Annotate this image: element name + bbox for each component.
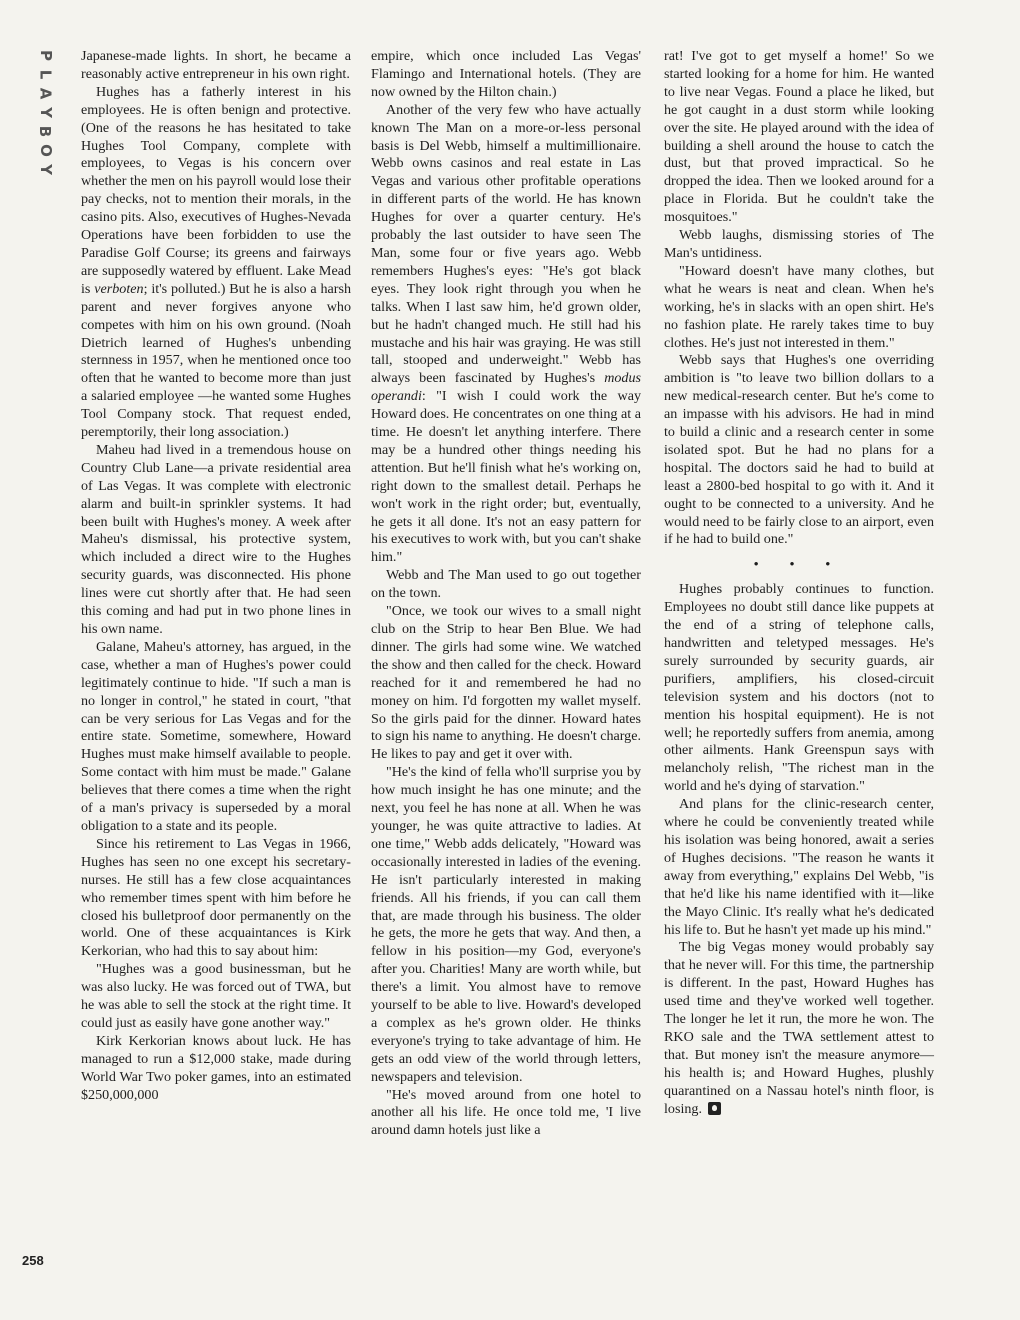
section-separator: • • •	[753, 556, 845, 572]
paragraph-text: ; it's polluted.) But he is also a harsh parent and never forgives anyone who competes with him on his own ground. (Noah Dietrich learned of Hughes's unbending sternness in 1957, when he mentioned once too often that he wanted to become more than just a salaried employee —he wanted some Hughes Tool Company stock. That request ended, peremptorily, their long association.)	[81, 280, 351, 441]
paragraph-text: Hughes has a fatherly interest in his employees. He is often benign and protective. (One of the reasons he has hesitated to take Hughes Tool Company, complete with employees, to Vegas is his concern over whether the men on his payroll would lose their pay checks, not to mention their morals, in the casino pits. Also, executives of Hughes-Nevada Operations have been forbidden to use the Paradise Golf Course; its greens and fairways are supposedly watered by effluent. Lake Mead is	[81, 83, 351, 297]
italic-term: modus operandi	[371, 370, 641, 405]
masthead-letter: B	[36, 125, 55, 138]
masthead-letter: L	[36, 69, 55, 80]
paragraph-text: The big Vegas money would probably say that he never will. For this time, the partnership is different. In the past, Howard Hughes has used time and they've worked well together. The longer he let it run, the more he won. The RKO sale and the TWA settlement attest to that. But money isn't the measure anymore—his health is; and Howard Hughes, plushly quarantined on a Nassau hotel's ninth floor, is losing.	[664, 939, 934, 1117]
masthead-letter: Y	[36, 164, 55, 175]
paragraph: Webb and The Man used to go out together on the town.	[371, 567, 641, 602]
bunny-end-mark-icon	[708, 1102, 721, 1115]
masthead-letter: O	[36, 144, 55, 157]
page-number: 258	[22, 1253, 44, 1268]
article-column-2	[371, 48, 641, 1140]
paragraph: rat! I've got to get myself a home!' So we started looking for a home for him. He wanted to live near Vegas. Found a place he liked, but he got caught in a dust storm while looking over the site. He played around with the idea of building a shell around the house to catch the dust, but that proved impractical. So he dropped the idea. Then we looked around for a place in Florida. But he couldn't take the mosquitoes."	[664, 48, 934, 226]
masthead-letter: P	[36, 50, 55, 61]
paragraph: Since his retirement to Las Vegas in 1966, Hughes has seen no one except his secretary-nurses. He still has a few close acquaintances who remember times spent with him before he closed his bulletproof door permanently on the world. One of these acquaintances is Kirk Kerkorian, who had this to say about him:	[81, 835, 351, 960]
paragraph: "Once, we took our wives to a small night club on the Strip to hear Ben Blue. We had dinner. The girls had some wine. We watched the show and then called for the check. Howard reached for it and remembered he had no money on him. I'd forgotten my wallet myself. So the girls paid for the dinner. Howard hates to sign his name to anything. He doesn't charge. He likes to pay and get it over with.	[371, 603, 642, 763]
paragraph-text: Another of the very few who have actually known The Man on a more-or-less personal basis is Del Webb, himself a multimillionaire. Webb owns casinos and real estate in Las Vegas and various other profitable operations in different parts of the world. He has known Hughes for over a quarter century. He's probably the last outsider to have seen The Man, some four or five years ago. Webb remembers Hughes's eyes: "He's got black eyes. They look right through you when he talks. When I last saw him, he'd grown older, but he hadn't changed much. He still had his mustache and his hair was graying. He was still tall, stooped and underweight." Webb has always been fascinated by Hughes's	[371, 101, 641, 387]
paragraph	[81, 84, 351, 442]
paragraph: Webb laughs, dismissing stories of The Man's untidiness.	[664, 227, 934, 261]
paragraph: Webb says that Hughes's one overriding ambition is "to leave two billion dollars to a new medical-research center. But he's come to an impasse with his advisors. He had in mind to build a clinic and a research center in some isolated spot. But he had no plans for a hospital. The doctors said he had to build at least a 2800-bed hospital to go with it. And it ought to be connected to a university. And he would need to be fairly close to an airport, even if he had to build one."	[664, 352, 934, 548]
paragraph: Hughes probably continues to function. Employees no doubt still dance like puppets at the end of a string of telephone calls, handwritten and teletyped messages. He's surely surrounded by security guards, air purifiers, amplifiers, his closed-circuit television system and his doctors (not to mention his hospital equipment). He is not well; he reportedly suffers from anemia, among other ailments. Hank Greenspun says with melancholy relish, "The richest man in the world and he's dying of starvation."	[664, 581, 934, 795]
paragraph: Galane, Maheu's attorney, has argued, in the case, whether a man of Hughes's power could legitimately continue to hide. "If such a man is no longer in control," he stated in court, "that can be very serious for Las Vegas and for the entire state. Sometime, somewhere, Howard Hughes must make himself available to people. Some contact with him must be made." Galane believes that there comes a time when the right of a man's privacy is superseded by a moral obligation to a state and its people.	[81, 638, 351, 834]
italic-term: verboten	[94, 280, 144, 297]
paragraph-text: : "I wish I could work the way Howard does. He concentrates on one thing at a time. He doesn't let anything interfere. There may be a hundred other things needing his attention. But he'll finish what he's working on, right down to the smallest detail. Perhaps he won't work in the right order; but, eventually, he gets it all done. It's not an easy pattern for his executives to work with, but you can't shake him."	[371, 388, 641, 566]
paragraph	[664, 939, 934, 1118]
paragraph: "He's the kind of fella who'll surprise you by how much insight he has one minute; and the next, you feel he has none at all. When he was younger, he was quite attractive to ladies. At one time," Webb adds delicately, "Howard was occasionally interested in ladies of the evening. He isn't particularly interested in making friends. All his friends, if you can call them that, are made through his business. The older he gets, the more he gets that way. And then, a fellow in his position—my God, everyone's after you. Charities! Many are worth while, but there's a limit. You almost have to remove yourself to be able to live. Howard's developed a complex as he's grown older. He thinks everyone's trying to take advantage of him. He gets an odd view of the world through letters, newspapers and television.	[371, 764, 641, 1085]
paragraph: Maheu had lived in a tremendous house on Country Club Lane—a private residential area of Las Vegas. It was complete with electronic alarm and built-in sprinkler systems. It had been built with Hughes's money. A week after Maheu's dismissal, his protective system, which included a direct wire to the Hughes security guards, was disconnected. His phone lines were cut shortly after that. He had seen this coming and had put in two phone lines in his own name.	[81, 441, 351, 637]
paragraph: And plans for the clinic-research center, where he could be conveniently treated while his isolation was being honored, await a series of Hughes decisions. "The reason he wants it away from everything," explains Del Webb, "is that he'd like his name identified with it—like the Mayo Clinic. It's really what he's dedicated his life to. But he hasn't yet made up his mind."	[664, 796, 934, 938]
paragraph: Japanese-made lights. In short, he became a reasonably active entrepreneur in his own right.	[81, 48, 351, 82]
paragraph: "Hughes was a good businessman, but he was also lucky. He was forced out of TWA, but he was able to sell the stock at the right time. It could just as easily have gone another way."	[81, 961, 351, 1031]
paragraph: empire, which once included Las Vegas' Flamingo and International hotels. (They are now owned by the Hilton chain.)	[371, 48, 641, 100]
paragraph: Kirk Kerkorian knows about luck. He has managed to run a $12,000 stake, made during World War Two poker games, into an estimated $250,000,000	[81, 1032, 351, 1103]
paragraph	[371, 102, 641, 568]
paragraph: "He's moved around from one hotel to another all his life. He once told me, 'I live around damn hotels just like a	[371, 1086, 641, 1139]
paragraph: "Howard doesn't have many clothes, but what he wears is neat and clean. When he's working, he's in slacks with an open shirt. He's no fashion plate. He rarely takes time to buy clothes. He's just not interested in them."	[664, 262, 934, 351]
magazine-masthead	[34, 46, 56, 179]
article-column-1	[81, 48, 351, 1104]
masthead-letter: Y	[36, 107, 55, 118]
masthead-letter: A	[36, 87, 55, 100]
article-column-3	[664, 48, 934, 1118]
